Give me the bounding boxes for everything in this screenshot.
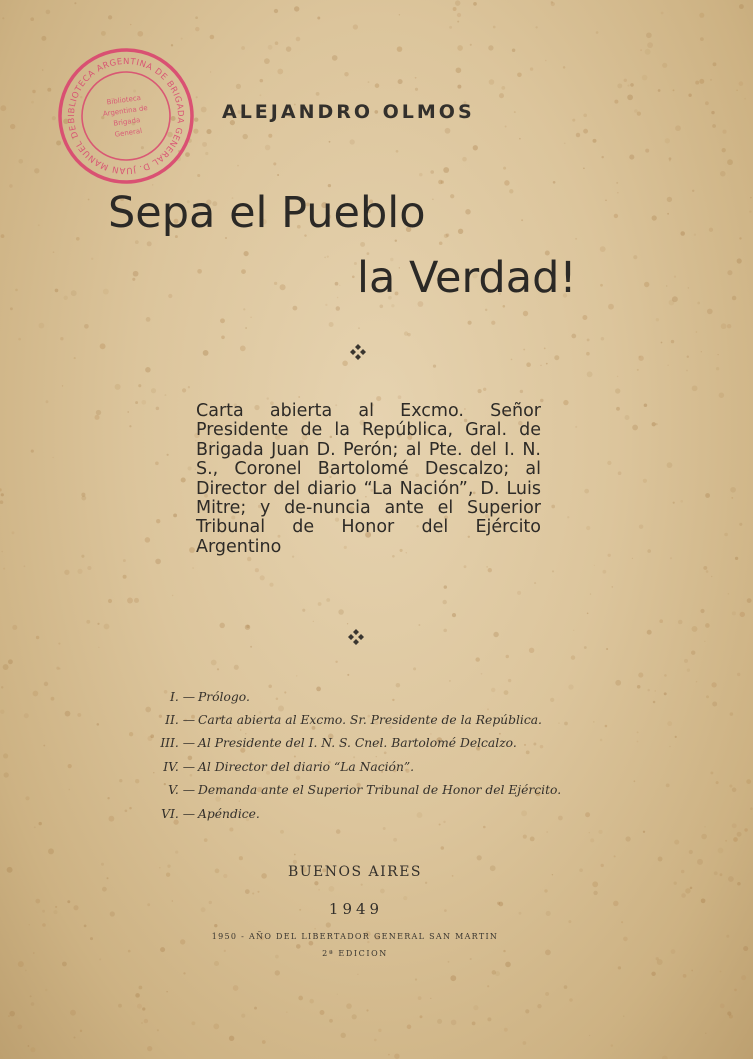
stamp-ring-text: BIBLIOTECA ARGENTINA DE BRIGADA GENERAL D. JUAN MANUEL DE (66, 56, 186, 176)
toc-item-number: VI. — (161, 807, 195, 821)
toc-item (140, 713, 542, 733)
library-stamp (56, 46, 196, 186)
toc-item-number: IV. — (163, 760, 195, 774)
subtitle-text: Carta abierta al Excmo. Señor Presidente de la República, Gral. de Brigada Juan D. Perón; al Pte. del I. N. S., Coronel Bartolomé Descalzo; al Director del diario “La Nación”, D. Luis Mitre; y de-nuncia ante el Superior Tribunal de Honor del Ejército Argentino (196, 401, 541, 557)
toc-item (140, 690, 250, 710)
toc-item (140, 736, 517, 756)
publication-place: BUENOS AIRES (287, 864, 423, 880)
ornament-icon (346, 627, 366, 647)
toc-item-text: Prólogo. (198, 690, 250, 704)
toc-item-text: Al Presidente del I. N. S. Cnel. Bartolomé Delcalzo. (198, 736, 517, 750)
toc-item-text: Apéndice. (198, 807, 260, 821)
toc-item-number: III. — (160, 736, 195, 750)
ornament-icon (348, 342, 368, 362)
toc-item (140, 760, 414, 780)
toc-item (140, 807, 260, 827)
publication-year: 1949 (328, 900, 384, 918)
toc-item (140, 783, 561, 803)
title-line-2: la Verdad! (357, 253, 577, 303)
toc-item-number: II. — (165, 713, 195, 727)
toc-item-text: Carta abierta al Excmo. Sr. Presidente de la República. (198, 713, 542, 727)
title-line-1: Sepa el Pueblo (108, 188, 426, 238)
year-dedication: 1950 - AÑO DEL LIBERTADOR GENERAL SAN MARTIN (211, 932, 499, 941)
author-name: ALEJANDRO OLMOS (222, 101, 475, 123)
stamp-center-line-3: Brigada (112, 116, 141, 128)
toc-item-text: Demanda ante el Superior Tribunal de Honor del Ejército. (198, 783, 562, 797)
toc-item-text: Al Director del diario “La Nación”. (198, 760, 415, 774)
stamp-center-line-4: General (114, 126, 143, 139)
stamp-center-line-2: Argentina de (102, 103, 149, 119)
edition-label: 2ª EDICION (322, 949, 388, 958)
toc-item-number: V. — (168, 783, 195, 797)
stamp-center-line-1: Biblioteca (106, 93, 142, 107)
toc-item-number: I. — (170, 690, 195, 704)
